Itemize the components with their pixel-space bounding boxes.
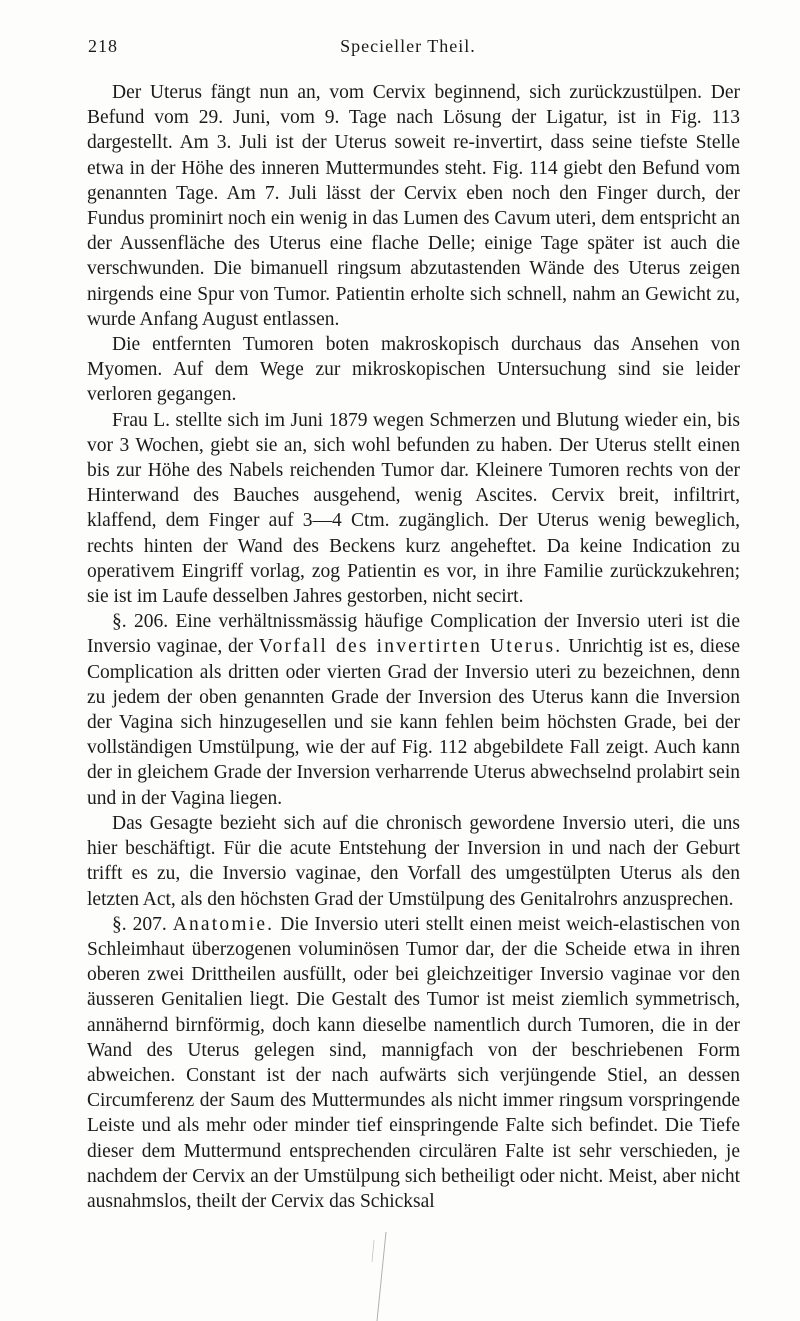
paragraph-section-207 [87,912,740,1214]
paragraph-case-course: Der Uterus fängt nun an, vom Cervix beginnend, sich zurückzustülpen. Der Befund vom 29. Juni, vom 9. Tage nach Lösung der Ligatur, ist in Fig. 113 dargestellt. Am 3. Juli ist der Uterus soweit re-invertirt, dass seine tiefste Stelle etwa in der Höhe des inneren Muttermundes steht. Fig. 114 giebt den Befund vom genannten Tage. Am 7. Juli lässt der Cervix eben noch den Finger durch, der Fundus prominirt noch ein wenig in das Lumen des Cavum uteri, dem entspricht an der Aussenfläche des Uterus eine flache Delle; einige Tage später ist auch die verschwunden. Die bimanuell ringsum abzutastenden Wände des Uterus zeigen nirgends eine Spur von Tumor. Patientin erholte sich schnell, nahm an Gewicht zu, wurde Anfang August entlassen. [87,82,740,330]
paragraph-chronic-inversion: Das Gesagte bezieht sich auf die chronisch gewordene Inversio uteri, die uns hier beschäftigt. Für die acute Entstehung der Inversion in und nach der Geburt trifft es zu, die Inversio vaginae, den Vorfall des umgestülpten Uterus als den letzten Act, als den höchsten Grad der Umstülpung des Genitalrohrs anzusprechen. [87,812,740,910]
section-206-intro: Eine verhältnissmässig häufige Complication der Inversio uteri ist die Inversio vaginae, der [87,611,741,658]
section-206-body: Unrichtig ist es, diese Complication als dritten oder vierten Grad der Inversio uteri zu bezeichnen, denn zu jedem der oben genannten Grade der Inversion des Uterus kann die Inversion der Vagina sich hinzugesellen und sie kann fehlen beim höchsten Grade, bei der vollständigen Umstülpung, wie der auf Fig. 112 abgebildete Fall zeigt. Auch kann der in gleichem Grade der Inversion verharrende Uterus abwechselnd prolabirt sein und in der Vagina liegen. [87,636,741,809]
running-header [88,36,728,60]
section-number-206: §. 206. [112,611,169,633]
section-207-heading: Anatomie. [172,913,275,935]
paragraph-patient-followup: Frau L. stellte sich im Juni 1879 wegen Schmerzen und Blutung wieder ein, bis vor 3 Wochen, giebt sie an, sich wohl befunden zu haben. Der Uterus stellt einen bis zur Höhe des Nabels reichenden Tumor dar. Kleinere Tumoren rechts von der Hinterwand des Bauches ausgehend, wenig Ascites. Cervix breit, infiltrirt, klaffend, dem Finger auf 3—4 Ctm. zugänglich. Der Uterus wenig beweglich, rechts hinten der Wand des Beckens kurz angeheftet. Da keine Indication zu operativem Eingriff vorlag, zog Patientin es vor, in ihre Familie zurückzukehren; sie ist im Laufe desselben Jahres gestorben, nicht secirt. [87,409,740,608]
paragraph-section-206 [87,609,740,811]
section-number-207: §. 207. [112,913,167,935]
paragraph-tumor-findings: Die entfernten Tumoren boten makroskopisch durchaus das Ansehen von Myomen. Auf dem Wege zur mikroskopischen Untersuchung sind sie leider verloren gegangen. [87,334,740,406]
header-title: Specieller Theil. [340,36,476,56]
page-number: 218 [88,36,118,56]
section-207-body: Die Inversio uteri stellt einen meist weich-elastischen von Schleimhaut überzogenen voluminösen Tumor dar, der die Scheide etwa in ihren oberen zwei Drittheilen ausfüllt, oder bei gleichzeitiger Inversio vaginae vor den äusseren Genitalien liegt. Die Gestalt des Tumor ist meist ziemlich symmetrisch, annähernd birnförmig, doch kann dieselbe namentlich durch Tumoren, die in der Wand des Uterus gelegen sind, mannigfach von der beschriebenen Form abweichen. Constant ist der nach aufwärts sich verjüngende Stiel, an dessen Circumferenz der Saum des Muttermundes als nicht immer ringsum vorspringende Leiste und als mehr oder minder tief einspringende Falte sich befindet. Die Tiefe dieser dem Muttermund entsprechenden circulären Falte ist sehr verschieden, je nachdem der Cervix an der Umstülpung sich betheiligt oder nicht. Meist, aber nicht ausnahmslos, theilt der Cervix das Schicksal [87,913,741,1212]
body-text [87,80,740,1214]
section-206-emphasis: Vorfall des invertirten Uterus. [258,636,563,658]
